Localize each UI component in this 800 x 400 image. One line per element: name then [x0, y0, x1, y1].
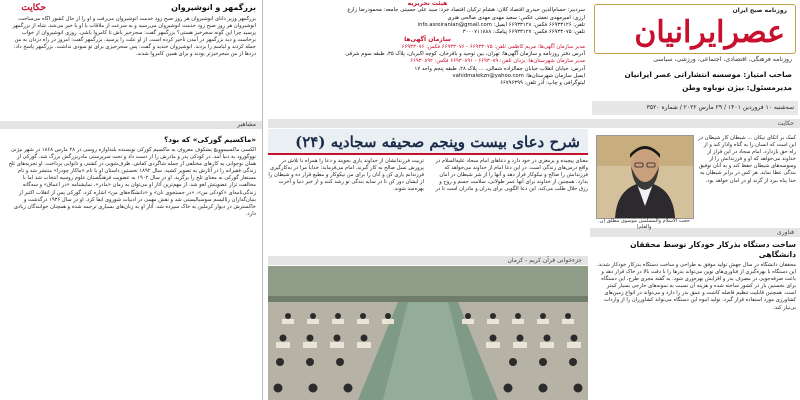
tagline: روزنامه فرهنگی، اقتصادی، اجتماعی، ورزشی، سیاسی: [653, 56, 792, 63]
newspaper-logo: [594, 4, 796, 54]
staff-header: هیئت تحریریه: [407, 0, 448, 7]
headline-box: [268, 129, 588, 155]
staff-line: ارزی: امیرمهدی نعمتی عکس: سعید مهدی مهدی صالحی هنری: [447, 14, 585, 21]
tech-body: محققان دانشگاه در سال جهش تولید موفق به طراحی و ساخت دستگاه بذرکار خودکار شدند. این دستگاه با بهره‌گیری از فناوری‌های نوین می‌تواند بذرها را با دقت بالا در خاک قرار دهد و باعث صرفه‌جویی در مصرف بذر و افزایش بهره‌وری شود. به گفته مجری طرح، این دستگاه برای نخستین بار در کشور ساخته شده و هزینه آن نسبت به نمونه‌های خارجی بسیار کمتر است. همچنین قابلیت تنظیم فاصله کاشت و عمق بذر را دارد و می‌تواند در انواع زمین‌های کشاورزی مورد استفاده قرار گیرد. تولید انبوه این دستگاه می‌تواند کشاورزان را از واردات بی‌نیاز کند.: [597, 262, 796, 311]
staff-line: آدرس دفتر روزنامه و سازمان آگهی‌ها: تهران، بین توحید و باقرخان، کوچه اکبریان، پلاک ۳۵، طبقه سوم شرقی: [345, 51, 585, 58]
portrait-text: کمک بر اتکای نیکان ... شیطان کار شیطان در این است که انسان را به گناه وادار کند و از راه حق بازدارد. امام سجاد در این فراز از خداوند می‌خواهد که او و فرزندانش را از وسوسه‌های شیطان حفظ کند و به آنان توفیق بندگی عطا نماید. هر کس در برابر شیطان به خدا پناه ببرد از گزند او در امان خواهد بود.: [698, 135, 796, 184]
story-title: بزرگمهر و انوشیروان: [171, 3, 256, 12]
staff-line: تلفن: ۶۶۹۳۳۱۲۶ فکس: ۶۶۹۳۳۱۲۸ ایمیل: info.asreiranian@gmail.com: [417, 21, 585, 28]
portrait-caption: حجت الاسلام والمسلمین موسوی مطلق (ن. والقلم): [598, 218, 690, 230]
staff-line: تلفن: ۶۶۹۳۳۰۷۵ فکس: ۶۶۹۳۳۱۲۷ پیامک: ۳۰۰۰۷۱۱۸۸۸: [462, 29, 585, 36]
story-body: الکسی ماکسیموویچ پشکوف معروف به ماکسیم گورکی نویسنده بلندآوازه روسی در ۲۸ مارس ۱۸۶۸ در شهر نیژنی نووگورود به دنیا آمد. در کودکی پدر و مادرش را از دست داد و تحت سرپرستی مادربزرگش بزرگ شد. گورکی از همان نوجوانی به کارهای مختلفی از جمله شاگردی کفاش، ظرف‌شویی در کشتی و نانوایی پرداخت. او تجربه‌های تلخ زندگی فقیرانه را در آثارش به تصویر کشید. سال ۱۸۹۲ نخستین داستان او با نام «ماکار چودرا» منتشر شد و نام مستعار گورکی به معنای تلخ را برگزید. او در سال ۱۹۰۲ به عضویت فرهنگستان علوم روسیه انتخاب شد اما با مخالفت تزار عضویتش لغو شد. از مهم‌ترین آثار او می‌توان به رمان «مادر»، نمایشنامه «در اعماق» و سه‌گانه زندگی‌نامه‌ای «کودکی من»، «در جستجوی نان» و «دانشگاه‌های من» اشاره کرد. گورکی پس از انقلاب اکتبر از بنیان‌گذاران رئالیسم سوسیالیستی شد و نقش مهمی در ادبیات شوروی ایفا کرد. او در سال ۱۹۳۶ درگذشت و خاکسترش در دیوار کرملین به خاک سپرده شد. آثار او به زبان‌های بسیاری ترجمه شده و همچنان خوانندگان زیادی دارد.: [8, 147, 256, 217]
headline: شرح دعای بیست وپنجم صحیفه سجادیه (۲۴): [295, 133, 580, 151]
director-line: مدیرمسئول: بیژن نوباوه وطن: [682, 83, 792, 92]
staff-line: ایمیل سازمان شهرستان‌ها: vahidmalekzn@yahoo.com: [452, 72, 585, 79]
staff-line: لیتوگرافی و چاپ: آذر تلفن: ۶۶۷۹۶۳۹۹: [500, 80, 585, 87]
section-label: مشاهیر: [237, 121, 256, 128]
section-bar-hekayat: حکایت: [268, 119, 800, 128]
staff-box: [270, 0, 585, 110]
staff-line: مدیر سازمان آگهی‌ها: مریم کاظمی تلفن: ۶۶۹۳۳۰۷۵ - ۶۶۹۳۳۰۷۶ فکس: ۶۶۹۳۳۰۷۶: [401, 43, 585, 50]
staff-line: مدیر سازمان شهرستان‌ها: یزدان تلفن: ۶۶۹۳۰۸۹ - ۶۶۹۳۰۸۹۱ فکس: ۶۶۹۳۰۸۹۲: [410, 58, 585, 65]
story-title: «ماکسیم گورکی» که بود؟: [164, 135, 256, 144]
logo-text: عصرایرانیان: [634, 15, 785, 50]
staff-line: سردبیر: حسام‌الدین حیدری اقتصاد کلان: هشام ترکیان اقتصاد خرد: سید علی حسینی جامعه: محمودرضا زارع: [347, 7, 585, 14]
corner-logo: حکایت: [21, 3, 46, 13]
staff-subheader: سازمان آگهی‌ها: [404, 36, 451, 44]
quran-reading-photo: [268, 266, 588, 400]
section-bar-technology: فناوری: [590, 228, 800, 237]
logo-small-line: روزنامه صبح ایران: [732, 7, 787, 14]
publisher-line: صاحب امتیاز: موسسه انتشاراتی عصر ایرانیان: [624, 70, 792, 79]
section-bar: [0, 121, 262, 129]
staff-line: آدرس: خیابان انقلاب خیابان جمالزاده شمالی، ... پلاک ۲۸، طبقه پنجم واحد ۱۷: [414, 65, 585, 72]
masthead: [590, 0, 800, 116]
portrait-image: [596, 135, 694, 219]
story-body: بزرگمهر وزیر دانای انوشیروان هر روز صبح زود خدمت انوشیروان می‌رفت و او را از حال کشور آگاه می‌ساخت. انوشیروان هر روز صبح زود خدمت انوشیروان می‌رسید و به سرعت از ملاقات با او با خبر می‌شد. شاه از بزرگمهر پرسید چرا این گونه سحرخیز هستی؟ بزرگمهر گفت: سحرخیز باش تا کامروا باشی. روزی انوشیروان از خواب برخاست و دید بزرگمهر در آمدن تأخیر کرده است. از او علت را پرسید. بزرگمهر گفت: امروز در راه دزدان به من حمله کردند و لباسم را بردند. انوشیروان خندید و گفت: پس سحرخیزی برای تو سودی نداشت. بزرگمهر پاسخ داد: دزدها از من سحرخیزتر بودند و برای همین کامروا شدند.: [12, 16, 256, 58]
article-body: معنای پیچیده و پرمغزی در خود دارد و دعاهای امام سجاد علیه‌السلام در واقع درس‌های زندگی است. در این دعا امام از خداوند می‌خواهد که فرزندانش را صالح و نیکوکار قرار دهد و آنها را از شر شیطان در امان بدارد. همچنین از خداوند برای آنها عمر طولانی، سلامت جسم و روح و رزق حلال طلب می‌کند. این دعا الگویی برای پدران و مادران است تا در تربیت فرزندانشان از خداوند یاری بجویند و دعا را همراه با تلاش در پرورش نسل صالح به کار گیرند. امام می‌فرماید: خدایا مرا در به‌کارگیری فرزندانم یاری کن و آنان را برای من نیکوکار و مطیع قرار ده و شیطان را از ایشان دور کن تا در سایه بندگی تو رشد کنند و از خیر دنیا و آخرت بهره‌مند شوند.: [268, 158, 588, 193]
tech-title: ساخت دستگاه بذرکار خودکار توسط محققان دانشگاهی: [630, 240, 796, 259]
date-bar: سه‌شنبه ۱۰ فروردین ۱۴۰۱ / ۲۹ مارس ۲۰۲۲ / شماره ۳۵۲۰: [592, 101, 798, 115]
left-column: [0, 0, 263, 400]
section-bar-photo: جزءخوانی قرآن کریم - کرمان: [268, 256, 588, 265]
